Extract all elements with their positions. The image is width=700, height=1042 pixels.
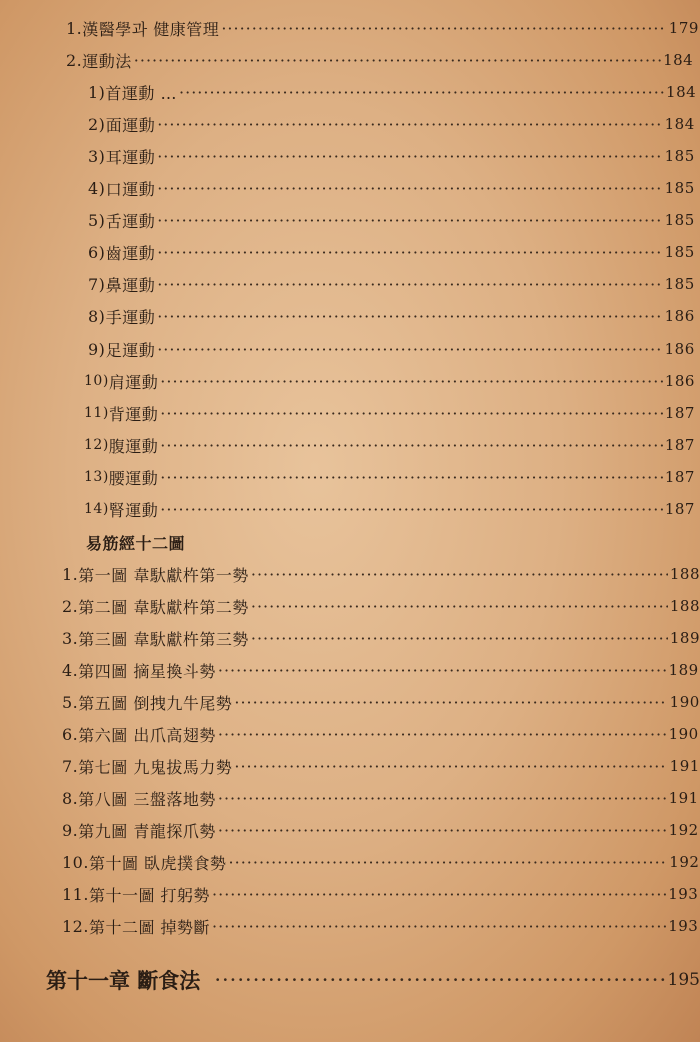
dot-leader [157,179,662,198]
entry-page: 185 [664,243,695,261]
entry-title: 齒運動 [105,243,156,263]
toc-entry [0,172,700,204]
dot-leader [160,468,663,487]
toc-entry [0,333,700,365]
entry-page: 184 [663,51,694,69]
dot-leader [160,436,663,455]
entry-title: 第八圖 三盤落地勢 [78,789,216,809]
entry-page: 184 [664,115,695,133]
entry-number: 2. [62,596,79,616]
entry-number: 6) [88,242,106,262]
entry-number: 12. [62,916,89,936]
dot-leader [157,340,662,359]
entry-title: 第七圖 九鬼拔馬力勢 [78,757,233,777]
toc-entry [0,461,700,493]
dot-leader [160,404,663,423]
toc-entry [0,910,700,942]
entry-number: 2. [66,50,83,70]
dot-leader [214,968,665,992]
entry-number: 2) [88,114,106,134]
dot-leader [234,757,667,776]
dot-leader [251,597,668,616]
entry-number: 4. [62,660,79,680]
entry-page: 185 [664,179,695,197]
toc-entry [0,718,700,750]
entry-page: 187 [664,468,695,486]
entry-page: 189 [668,661,699,679]
entry-page: 186 [664,372,695,390]
dot-leader [229,853,668,872]
entry-number: 10. [62,852,89,872]
dot-leader [212,885,666,904]
toc-entry [0,846,700,878]
entry-page: 189 [669,629,700,647]
entry-number: 8. [62,788,79,808]
toc-entry [0,268,700,300]
entry-page: 186 [664,307,695,325]
toc-entry [0,397,700,429]
toc-entry [0,558,700,590]
entry-title: 第五圖 倒拽九牛尾勢 [78,693,233,713]
dot-leader [157,211,662,230]
entry-title: 第十圖 臥虎撲食勢 [88,853,227,873]
entry-title: 口運動 [105,179,156,199]
chapter-entry [0,962,700,998]
entry-number: 1. [66,18,83,38]
dot-leader [134,51,661,70]
entry-title: 鼻運動 [105,275,156,295]
dot-leader [157,147,662,166]
entry-number: 5) [88,210,106,230]
entry-number: 3. [62,628,79,648]
toc-entry [0,300,700,332]
entry-title: 腎運動 [108,500,159,520]
entry-number: 9) [88,339,106,359]
entry-title: 第十一圖 打躬勢 [88,885,211,905]
chapter-title: 第十一章 斷食法 [46,968,201,993]
entry-title: 首運動 … [105,83,178,103]
entry-number: 11. [62,884,89,904]
entry-page: 193 [668,917,699,935]
toc-entry [0,108,700,140]
dot-leader [218,725,667,744]
entry-title: 腹運動 [108,436,159,456]
entry-number: 6. [62,724,79,744]
toc-entry [0,686,700,718]
entry-page: 186 [664,340,695,358]
entry-page: 191 [668,789,699,807]
dot-leader [157,275,662,294]
entry-number: 8) [88,306,106,326]
toc-entry [0,429,700,461]
dot-leader [251,629,668,648]
dot-leader [221,19,666,38]
dot-leader [218,661,667,680]
entry-page: 188 [669,565,700,583]
entry-title: 第六圖 出爪高翅勢 [78,725,216,745]
subheading-title: 易筋經十二圖 [86,533,186,553]
entry-page: 187 [664,436,695,454]
toc-entry [0,590,700,622]
toc-entry [0,493,700,525]
dot-leader [157,115,662,134]
entry-title: 第九圖 青龍探爪勢 [78,821,216,841]
toc-entry [0,782,700,814]
toc-entry [0,140,700,172]
entry-title: 背運動 [108,404,159,424]
toc-entry [0,750,700,782]
toc-entry [0,622,700,654]
entry-page: 188 [669,597,700,615]
entry-title: 耳運動 [105,147,156,167]
toc-entry [0,878,700,910]
dot-leader [212,917,666,936]
entry-page: 192 [669,853,700,871]
entry-page: 191 [669,757,700,775]
entry-page: 185 [664,275,695,293]
entry-page: 185 [664,147,695,165]
entry-page: 179 [668,19,699,37]
entry-number: 3) [88,146,106,166]
entry-page: 185 [664,211,695,229]
entry-title: 第十二圖 掉勢斷 [88,917,211,937]
entry-number: 7) [88,274,106,294]
entry-page: 190 [669,693,700,711]
entry-title: 第二圖 韋馱獻杵第二勢 [78,597,249,617]
entry-number: 10) [84,373,109,389]
section-heading [0,526,700,558]
entry-title: 運動法 [82,51,132,71]
entry-number: 1. [62,564,79,584]
entry-number: 9. [62,820,79,840]
dot-leader [218,821,667,840]
dot-leader [218,789,667,808]
entry-number: 13) [84,469,109,485]
toc-entry [0,76,700,108]
entry-number: 1) [88,82,106,102]
chapter-page: 195 [667,970,700,990]
toc-entry [0,204,700,236]
entry-number: 11) [84,405,109,421]
entry-title: 腰運動 [108,468,159,488]
entry-number: 14) [84,501,109,517]
entry-title: 面運動 [105,115,156,135]
entry-title: 手運動 [105,307,156,327]
toc-entry [0,365,700,397]
toc-entry [0,12,700,44]
entry-page: 184 [666,83,697,101]
toc-entry [0,236,700,268]
entry-number: 7. [62,756,79,776]
entry-number: 5. [62,692,79,712]
entry-title: 漢醫學과 健康管理 [82,19,220,39]
entry-page: 187 [664,404,695,422]
entry-title: 第三圖 韋馱獻杵第三勢 [78,629,249,649]
dot-leader [160,500,663,519]
entry-page: 192 [668,821,699,839]
entry-title: 足運動 [105,340,156,360]
entry-page: 190 [668,725,699,743]
entry-number: 4) [88,178,106,198]
entry-number: 12) [84,437,109,453]
dot-leader [251,565,668,584]
entry-page: 187 [664,500,695,518]
dot-leader [157,243,662,262]
toc-entry [0,44,700,76]
dot-leader [157,307,662,326]
entry-title: 第一圖 韋馱獻杵第一勢 [78,565,249,585]
toc-entry [0,814,700,846]
entry-title: 舌運動 [105,211,156,231]
dot-leader [179,83,664,102]
dot-leader [234,693,667,712]
toc-entry [0,654,700,686]
dot-leader [160,372,663,391]
entry-title: 肩運動 [108,372,159,392]
entry-title: 第四圖 摘星換斗勢 [78,661,216,681]
entry-page: 193 [668,885,699,903]
